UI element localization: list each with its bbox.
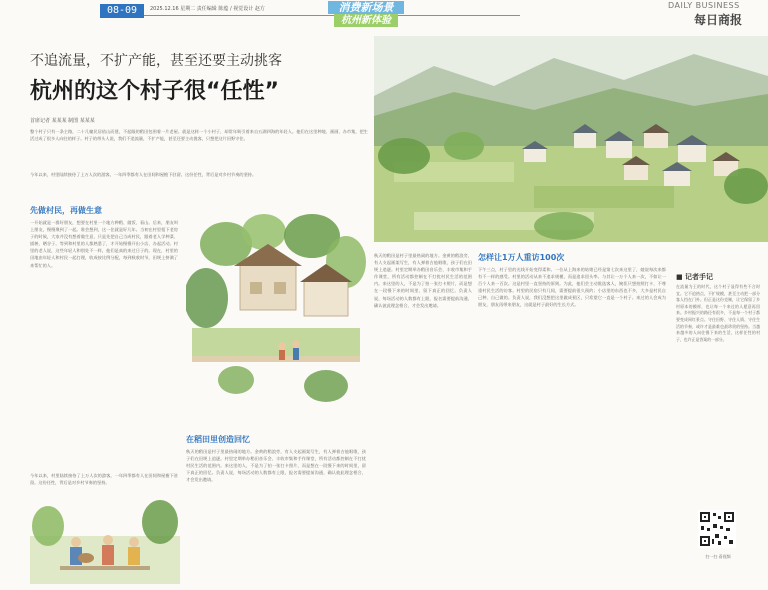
section-text-1a: 一开始就是一群好朋友，想要在村里一个地方种稻、做饭、看山。后来，朋友叫上朋友，慢慢聚到了一起。谁会想到，这一住就是好几年。当初在村里租下老房子的时候，大家并没有想着做生意，只是先把自己当成村民，跟着老人学种菜、插秧、晒谷子。等到和村里的人都熟悉了，才开始慢慢开出小店、办起活动。村里的老人说，这些年轻人和别处不一样，他们是真的来过日子的。现在，村里的田地由年轻人和村民一起打理，收成按比例分配，每到秋收时节，田埂上挤满了来帮忙的人。 — [30, 220, 178, 268]
section-text-3: 下午三点，村子里的光线开始变得柔和。一位从上海来的姑娘已经是第七次来这里了，她说每次来都有不一样的感受。村里的活动从来不追求规模，而是追求回头率。与其让一万个人来一次，不如让一百个人来一百次。这是村里一直坚持的原则。为此，他们会主动挑选客人，婉拒只想拍照打卡、不尊重村民生活的访客。村里的民宿只有几间，需要提前很久预约；小店里的东西也不多，大多是村民自己种、自己做的。负责人说，我们没想把这里做成景区，只希望它一直是一个村子。来过的人会成为朋友，朋友再带来朋友，这就是村子最好的生长方式。 — [478, 267, 666, 308]
banner-line2: 杭州新体验 — [334, 14, 398, 27]
header-rule — [100, 15, 520, 16]
landscape-illustration — [374, 36, 768, 242]
section-heading-1: 先做村民，再做生意 — [30, 206, 102, 215]
section-text-1b: 今年以来，村里陆续接待了上万人次的游客，一年四季都有人在田间和屋檐下驻留。这份任性，背后是对乡村节奏的坚持。 — [30, 473, 178, 486]
brand-chinese: 每日商报 — [694, 13, 743, 27]
music-illustration — [30, 496, 180, 584]
village-illustration-svg — [186, 210, 366, 428]
section-text-2b: 秋天的稻田是村子里最热闹的地方。金黄的稻浪旁，有人支起画架写生，有人弹着吉他唱歌，孩子们在田埂上追逐。村里定期举办稻田音乐会、丰收市集和手作课堂，所有活动都控制在不打扰村民生活的范围内。来这里的人，不是为了拍一张打卡照片，而是想在一段慢下来的时间里，留下真正的回忆。负责人说，每场活动的人数都有上限，报名需要提前沟通，确认彼此理念相合，才会发出邀请。 — [374, 253, 472, 308]
section-heading-2: 在稻田里创造回忆 — [186, 435, 250, 444]
page-header — [0, 0, 768, 26]
reporter-note — [676, 272, 762, 584]
article-lead: 整个村子只有一条主路，二十几幢民居依山而建，不起眼的稻田包围着一片老屋。就是这样一个小村子，却常年吸引着来自五湖四海的年轻人。他们在这里种地、画画、办市集，把生活过成了很多人向往的样子。村子的带头人说，我们不追流量，不扩产能，甚至还要主动挑客，只想把这片田野守住。 — [30, 129, 368, 142]
article-title: 杭州的这个村子很“任性” — [30, 79, 279, 104]
note-body: 在流量为王的时代，这个村子显得有些不合时宜。它不追热点，不扩规模，甚至主动把一部分客人挡在门外。但正是这份克制，让它保留了乡村原本的模样，也让每一个来过的人愿意再回来。乡村振兴的路径有很多，不是每一个村子都要变成网红景点。守住田野、守住人情、守住生活的节奏，或许才是最难也最珍贵的坚持。当越来越多的人向往慢下来的生活，这样任性的村子，也许正是答案的一部分。 — [676, 284, 760, 342]
brand-english: DAILY BUSINESS — [668, 1, 740, 10]
qr-caption: 扫一扫 看视频 — [705, 554, 731, 559]
qr-code[interactable] — [698, 510, 736, 548]
landscape-illustration-svg — [374, 36, 768, 242]
article-byline: 首席记者 某某某 制图 某某某 — [30, 118, 95, 124]
section-text-2: 秋天的稻田是村子里最热闹的地方。金黄的稻浪旁，有人支起画架写生，有人弹着吉他唱歌，孩子们在田埂上追逐。村里定期举办稻田音乐会、丰收市集和手作课堂，所有活动都控制在不打扰村民生活的范围内。来这里的人，不是为了拍一张打卡照片，而是想在一段慢下来的时间里，留下真正的回忆。负责人说，每场活动的人数都有上限，报名需要提前沟通，确认彼此理念相合，才会发出邀请。 — [186, 449, 366, 483]
qr-code-icon — [698, 510, 736, 548]
music-illustration-svg — [30, 496, 180, 584]
banner-line1: 消费新场景 — [328, 1, 404, 14]
header-meta: 2025.12.16 星期二 责任编辑 陈蕴 / 视觉设计 赵方 — [150, 6, 265, 12]
article-subtitle: 不追流量，不扩产能，甚至还要主动挑客 — [30, 53, 282, 69]
article-lead-2: 今年以来，村里陆续接待了上万人次的游客，一年四季都有人在田间和屋檐下驻留。这份任性，背后是对乡村节奏的坚持。 — [30, 172, 257, 177]
village-illustration — [186, 210, 366, 428]
column-banner — [328, 1, 404, 27]
page-number: 08-09 — [100, 4, 144, 18]
section-heading-3: 怎样让1万人重访100次 — [478, 253, 565, 262]
note-heading: ■ 记者手记 — [676, 273, 714, 281]
